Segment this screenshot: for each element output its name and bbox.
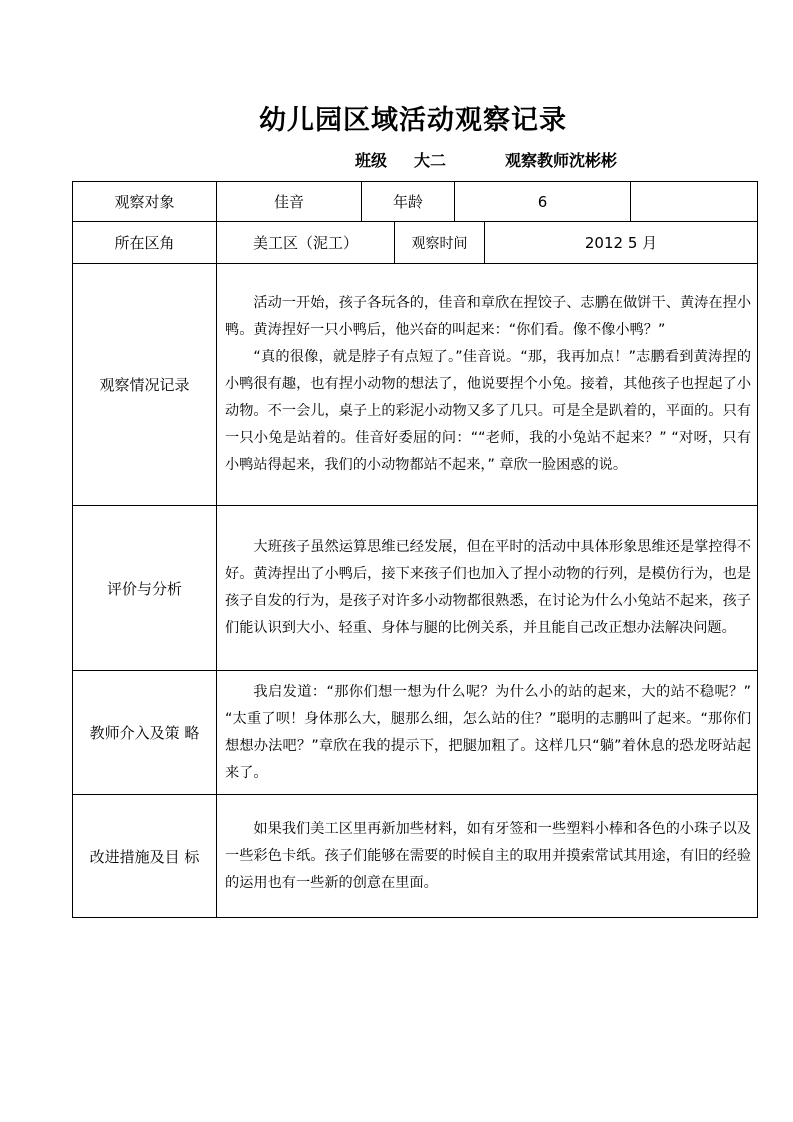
- time-label: 观察时间: [395, 222, 485, 264]
- intervention-text: [217, 671, 758, 795]
- time-value: 2012 5 月: [485, 222, 758, 264]
- analysis-label: 评价与分析: [73, 506, 217, 671]
- subject-value: 佳音: [217, 182, 362, 222]
- area-label: 所在区角: [73, 222, 217, 264]
- teacher-info: [505, 148, 617, 171]
- row-improvement: [73, 795, 758, 918]
- age-value: 6: [455, 182, 631, 222]
- class-label: 班级: [355, 151, 388, 170]
- intervention-label: 教师介入及策 略: [73, 671, 217, 795]
- improvement-label: 改进措施及目 标: [73, 795, 217, 918]
- page-title: 幼儿园区域活动观察记录: [259, 105, 567, 136]
- intervention-paragraph: 我启发道：“那你们想一想为什么呢？为什么小的站的起来，大的站不稳呢？” “太重了呗！身体那么大，腿那么细，怎么站的住？”聪明的志鹏叫了起来。“那你们想想办法吧？”章欣在我的提示下，把腿加粗了。这样几只“躺”着休息的恐龙呀站起来了。: [225, 683, 752, 781]
- observation-table: [72, 181, 758, 918]
- row-intervention: [73, 671, 758, 795]
- teacher-label: 观察教师: [505, 151, 570, 170]
- observation-label: 观察情况记录: [73, 264, 217, 506]
- age-label: 年龄: [362, 182, 455, 222]
- improvement-paragraph: 如果我们美工区里再新加些材料，如有牙签和一些塑料小棒和各色的小珠子以及一些彩色卡纸。孩子们能够在需要的时候自主的取用并摸索常试其用途，有旧的经验的运用也有一些新的创意在里面。: [225, 820, 752, 891]
- analysis-text: [217, 506, 758, 671]
- observation-paragraph: “真的很像，就是脖子有点短了。”佳音说。“那，我再加点！”志鹏看到黄涛捏的小鸭很有趣，也有捏小动物的想法了，他说要捏个小兔。接着，其他孩子也捏起了小动物。不一会儿，桌子上的彩泥小动物又多了几只。可是全是趴着的，平面的。只有一只小兔是站着的。佳音好委屈的问：““老师，我的小兔站不起来？” “对呀，只有小鸭站得起来，我们的小动物都站不起来，” 章欣一脸困惑的说。: [225, 349, 752, 473]
- row-analysis: [73, 506, 758, 671]
- row-observation: [73, 264, 758, 506]
- teacher-value: 沈彬彬: [569, 151, 618, 170]
- class-value: 大二: [414, 151, 447, 170]
- observation-text: [217, 264, 758, 506]
- improvement-text: [217, 795, 758, 918]
- observation-paragraph: 活动一开始，孩子各玩各的，佳音和章欣在捏饺子、志鹏在做饼干、黄涛在捏小鸭。黄涛捏好一只小鸭后，他兴奋的叫起来：“你们看。像不像小鸭？”: [225, 295, 752, 338]
- analysis-paragraph: 大班孩子虽然运算思维已经发展，但在平时的活动中具体形象思维还是掌控得不好。黄涛捏出了小鸭后，接下来孩子们也加入了捏小动物的行列，是模仿行为，也是孩子自发的行为，是孩子对许多小动物都很熟悉，在讨论为什么小兔站不起来，孩子们能认识到大小、轻重、身体与腿的比例关系，并且能自己改正想办法解决问题。: [225, 539, 752, 636]
- row-area: [73, 222, 758, 264]
- subject-label: 观察对象: [73, 182, 217, 222]
- empty-cell-a: [631, 182, 758, 222]
- row-subject: [73, 182, 758, 222]
- area-value: 美工区（泥工）: [217, 222, 395, 264]
